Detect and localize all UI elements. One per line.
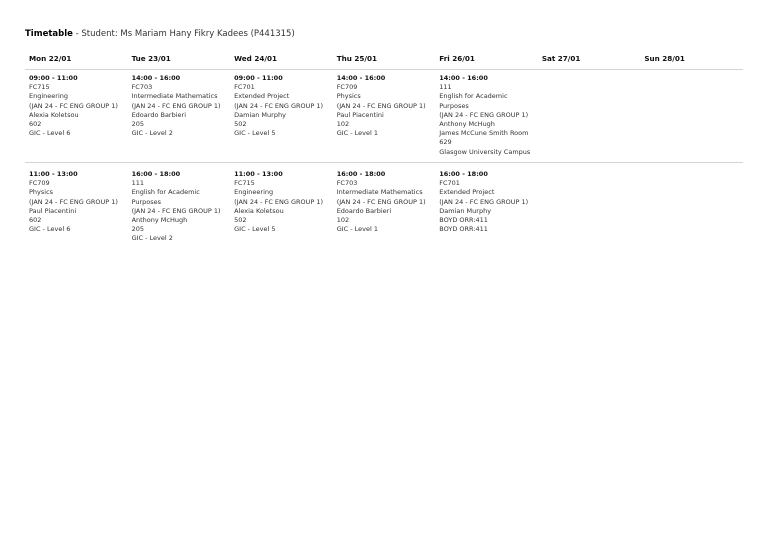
slot-time: 16:00 - 18:00 (336, 170, 386, 178)
slot-detail-line: 502 (234, 216, 247, 225)
timetable-row (25, 70, 743, 163)
slot-detail-line: Extended Project (234, 92, 290, 101)
slot-detail-line: Edoardo Barbieri (336, 206, 392, 215)
class-slot (333, 74, 436, 162)
empty-slot (538, 170, 641, 250)
slot-detail-line: FC701 (439, 179, 460, 188)
slot-detail-line: 629 (439, 138, 452, 147)
slot-detail-line: Damian Murphy (439, 206, 492, 215)
slot-detail-line: Purposes (131, 197, 162, 206)
slot-detail-line: FC709 (336, 83, 358, 92)
slot-time: 11:00 - 13:00 (29, 170, 78, 178)
slot-detail-line: (JAN 24 - FC ENG GROUP 1) (29, 101, 118, 110)
slot-detail-line: 111 (131, 179, 144, 188)
slot-detail-line: FC703 (336, 179, 358, 188)
slot-detail-line: (JAN 24 - FC ENG GROUP 1) (439, 197, 529, 206)
student-subtitle: - Student: Ms Mariam Hany Fikry Kadees (P441315) (72, 29, 295, 39)
slot-detail-line: Anthony McHugh (131, 216, 188, 225)
empty-slot (640, 74, 743, 162)
slot-time: 16:00 - 18:00 (439, 170, 488, 178)
slot-detail-line: English for Academic (439, 92, 508, 101)
slot-detail-line: Physics (29, 188, 54, 197)
slot-detail-line: 205 (131, 120, 144, 129)
page-title (25, 29, 295, 40)
slot-detail-line: Paul Piacentini (29, 206, 77, 215)
day-header-wed: Wed 24/01 (234, 54, 277, 63)
slot-detail-line: 205 (131, 225, 144, 234)
slot-detail-line: Intermediate Mathematics (131, 92, 218, 101)
slot-detail-line: (JAN 24 - FC ENG GROUP 1) (234, 101, 324, 110)
slot-detail-line: James McCune Smith Room (439, 129, 529, 138)
empty-slot (538, 74, 641, 162)
class-slot (333, 170, 436, 250)
slot-time: 14:00 - 16:00 (336, 74, 386, 82)
slot-detail-line: 502 (234, 120, 247, 129)
slot-detail-line: Paul Piacentini (336, 110, 384, 119)
slot-detail-line: Alexia Koletsou (234, 206, 284, 215)
slot-detail-line: 111 (439, 83, 452, 92)
day-header-thu: Thu 25/01 (336, 54, 377, 63)
slot-detail-line: FC715 (234, 179, 255, 188)
day-header-row (25, 53, 743, 70)
slot-detail-line: (JAN 24 - FC ENG GROUP 1) (131, 101, 221, 110)
slot-detail-line: GIC - Level 1 (336, 225, 379, 234)
slot-detail-line: GIC - Level 5 (234, 225, 276, 234)
slot-detail-line: Alexia Koletsou (29, 110, 79, 119)
class-slot (230, 74, 333, 162)
slot-detail-line: Physics (336, 92, 361, 101)
slot-detail-line: 602 (29, 216, 42, 225)
slot-detail-line: GIC - Level 1 (336, 129, 379, 138)
slot-detail-line: FC701 (234, 83, 255, 92)
slot-detail-line: (JAN 24 - FC ENG GROUP 1) (439, 110, 529, 119)
slot-detail-line: Damian Murphy (234, 110, 286, 119)
slot-detail-line: FC703 (131, 83, 153, 92)
class-slot (230, 170, 333, 250)
class-slot (25, 74, 128, 162)
slot-detail-line: Glasgow University Campus (439, 147, 531, 156)
slot-time: 09:00 - 11:00 (29, 74, 78, 82)
slot-detail-line: (JAN 24 - FC ENG GROUP 1) (336, 197, 426, 206)
slot-detail-line: Edoardo Barbieri (131, 110, 187, 119)
slot-detail-line: Purposes (439, 101, 469, 110)
slot-detail-line: GIC - Level 6 (29, 225, 71, 234)
timetable-title: Timetable (25, 29, 73, 39)
slot-detail-line: English for Academic (131, 188, 200, 197)
class-slot (128, 74, 231, 162)
slot-detail-line: Anthony McHugh (439, 120, 495, 129)
day-header-sun: Sun 28/01 (644, 54, 685, 63)
timetable-grid (25, 53, 743, 250)
slot-time: 11:00 - 13:00 (234, 170, 283, 178)
slot-detail-line: BOYD ORR:411 (439, 225, 488, 234)
day-header-mon: Mon 22/01 (29, 54, 72, 63)
slot-detail-line: FC715 (29, 83, 50, 92)
day-header-tue: Tue 23/01 (131, 54, 171, 63)
slot-detail-line: Engineering (29, 92, 68, 101)
day-header-sat: Sat 27/01 (541, 54, 581, 63)
slot-detail-line: Intermediate Mathematics (336, 188, 423, 197)
slot-detail-line: 102 (336, 120, 350, 129)
slot-time: 16:00 - 18:00 (131, 170, 181, 178)
slot-detail-line: (JAN 24 - FC ENG GROUP 1) (29, 197, 118, 206)
slot-time: 14:00 - 16:00 (439, 74, 488, 82)
slot-detail-line: GIC - Level 2 (131, 234, 173, 243)
empty-slot (640, 170, 743, 250)
slot-detail-line: (JAN 24 - FC ENG GROUP 1) (234, 197, 324, 206)
class-slot (128, 170, 231, 250)
slot-time: 09:00 - 11:00 (234, 74, 283, 82)
slot-detail-line: 602 (29, 120, 42, 129)
slot-detail-line: GIC - Level 6 (29, 129, 71, 138)
slot-detail-line: FC709 (29, 179, 50, 188)
slot-detail-line: BOYD ORR:411 (439, 216, 488, 225)
class-slot (25, 170, 128, 250)
slot-detail-line: (JAN 24 - FC ENG GROUP 1) (131, 206, 221, 215)
slot-detail-line: Engineering (234, 188, 274, 197)
class-slot (435, 74, 538, 162)
slot-detail-line: GIC - Level 2 (131, 129, 173, 138)
day-header-fri: Fri 26/01 (439, 54, 475, 63)
slot-detail-line: 102 (336, 216, 350, 225)
class-slot (435, 170, 538, 250)
timetable-row (25, 163, 743, 250)
slot-detail-line: (JAN 24 - FC ENG GROUP 1) (336, 101, 426, 110)
slot-time: 14:00 - 16:00 (131, 74, 181, 82)
slot-detail-line: GIC - Level 5 (234, 129, 276, 138)
slot-detail-line: Extended Project (439, 188, 495, 197)
